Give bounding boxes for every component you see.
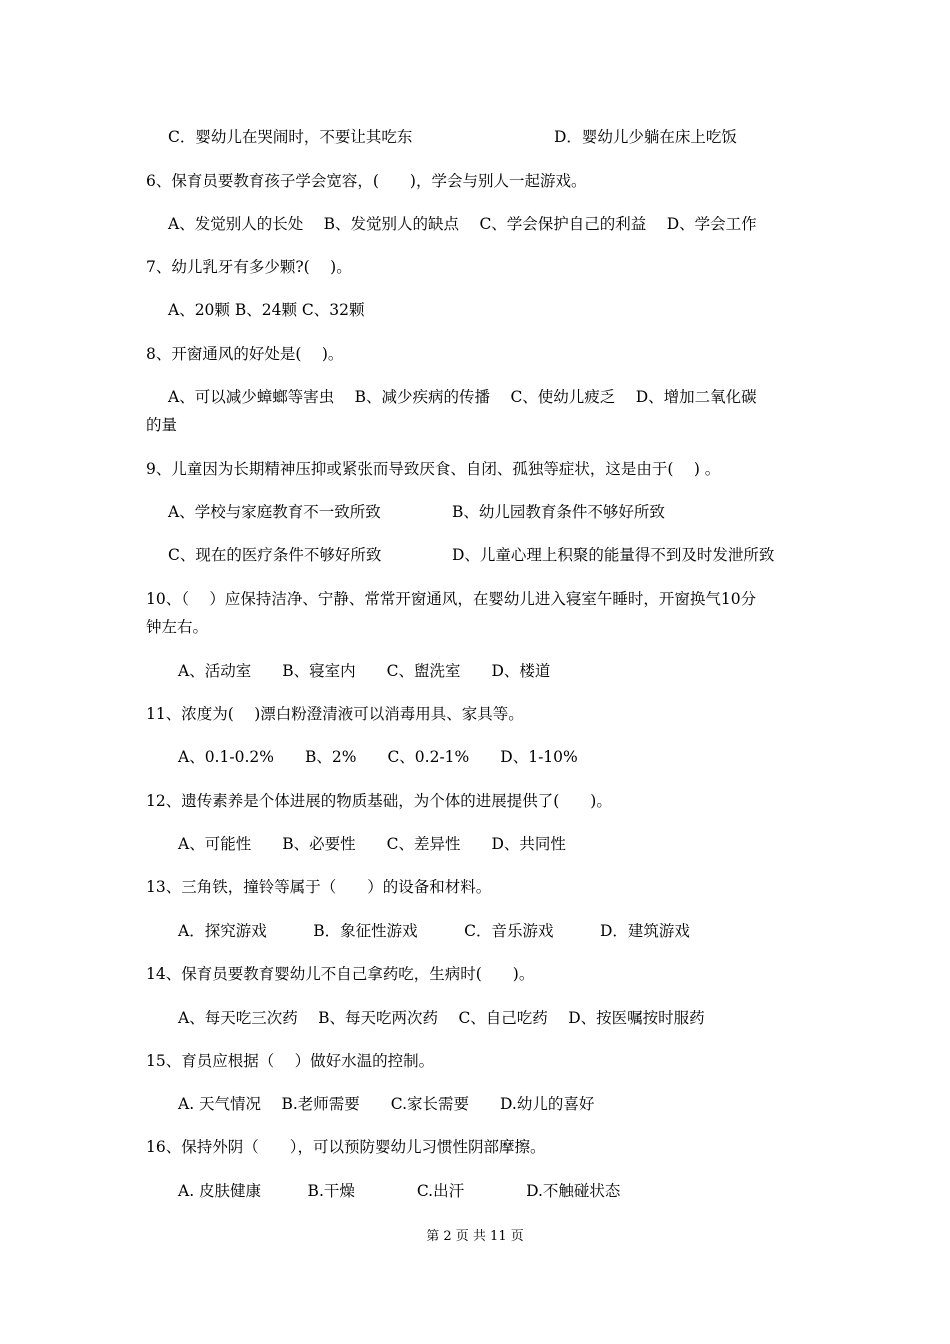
question-12-options: A、可能性 B、必要性 C、差异性 D、共同性	[178, 835, 566, 853]
q5-option-c: C．婴幼儿在哭闹时，不要让其吃东	[168, 128, 413, 146]
question-9-option-c: C、现在的医疗条件不够好所致	[168, 546, 382, 564]
question-7: 7、幼儿乳牙有多少颗?( )。	[146, 258, 352, 276]
question-10-continued: 钟左右。	[146, 618, 209, 636]
question-8: 8、开窗通风的好处是( )。	[146, 345, 344, 363]
question-13-options: A．探究游戏 B．象征性游戏 C．音乐游戏 D．建筑游戏	[178, 922, 690, 940]
question-14: 14、保育员要教育婴幼儿不自己拿药吃，生病时( )。	[146, 965, 535, 983]
question-7-options: A、20颗 B、24颗 C、32颗	[168, 301, 365, 319]
question-9: 9、儿童因为长期精神压抑或紧张而导致厌食、自闭、孤独等症状，这是由于( ) 。	[146, 460, 721, 478]
question-9-option-b: B、幼儿园教育条件不够好所致	[452, 503, 665, 521]
question-14-options: A、每天吃三次药 B、每天吃两次药 C、自己吃药 D、按医嘱按时服药	[178, 1009, 705, 1027]
question-9-option-d: D、儿童心理上积聚的能量得不到及时发泄所致	[452, 546, 775, 564]
question-15: 15、育员应根据（ ）做好水温的控制。	[146, 1052, 435, 1070]
question-9-option-a: A、学校与家庭教育不一致所致	[168, 503, 381, 521]
question-13: 13、三角铁，撞铃等属于（ ）的设备和材料。	[146, 878, 492, 896]
question-8-options: A、可以减少蟑螂等害虫 B、减少疾病的传播 C、使幼儿疲乏 D、增加二氧化碳	[168, 388, 757, 406]
page-footer: 第 2 页 共 11 页	[426, 1229, 524, 1244]
question-8-options-continued: 的量	[146, 416, 178, 434]
question-15-options: A. 天气情况 B.老师需要 C.家长需要 D.幼儿的喜好	[178, 1095, 595, 1113]
question-12: 12、遗传素养是个体进展的物质基础，为个体的进展提供了( )。	[146, 792, 612, 810]
question-10-options: A、活动室 B、寝室内 C、盥洗室 D、楼道	[178, 662, 551, 680]
question-16: 16、保持外阴（ ），可以预防婴幼儿习惯性阴部摩擦。	[146, 1138, 546, 1156]
question-11-options: A、0.1-0.2% B、2% C、0.2-1% D、1-10%	[178, 748, 578, 766]
question-16-options: A. 皮肤健康 B.干燥 C.出汗 D.不触碰状态	[178, 1182, 621, 1200]
q5-option-d: D．婴幼儿少躺在床上吃饭	[554, 128, 737, 146]
question-6-options: A、发觉别人的长处 B、发觉别人的缺点 C、学会保护自己的利益 D、学会工作	[168, 215, 757, 233]
question-11: 11、浓度为( )漂白粉澄清液可以消毒用具、家具等。	[146, 705, 524, 723]
question-6: 6、保育员要教育孩子学会宽容，( )，学会与别人一起游戏。	[146, 172, 587, 190]
question-10: 10、（ ）应保持洁净、宁静、常常开窗通风，在婴幼儿进入寝室午睡时，开窗换气10分	[146, 590, 757, 608]
